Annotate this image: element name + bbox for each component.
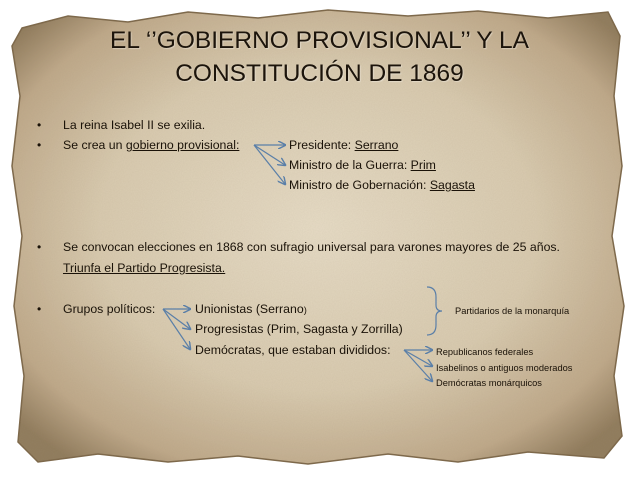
curly-brace <box>427 287 442 335</box>
title-line-2: CONSTITUCIÓN DE 1869 <box>175 60 464 87</box>
bullet-marker: • <box>37 118 42 132</box>
division-item: Demócratas monárquicos <box>436 378 542 388</box>
bullet-marker: • <box>37 302 42 316</box>
grupo-democratas: Demócratas, que estaban divididos: <box>195 343 391 357</box>
gobernacion-label: Ministro de Gobernación: <box>289 178 430 192</box>
partidarios-monarquia: Partidarios de la monarquía <box>455 306 570 316</box>
gobernacion-name: Sagasta <box>429 178 475 192</box>
title-line-1: EL ‘’GOBIERNO PROVISIONAL’’ Y LA <box>110 27 529 54</box>
bullet-grupos: Grupos políticos: <box>63 302 156 316</box>
gobierno-provisional-link: gobierno provisional: <box>125 138 240 152</box>
guerra-label: Ministro de la Guerra: <box>289 158 411 172</box>
arrow-democratas <box>163 309 190 349</box>
arrow-progresistas <box>163 309 190 329</box>
presidente-label: Presidente: <box>289 138 355 152</box>
unionistas-text: Unionistas (Serrano <box>195 302 304 316</box>
bullet-elecciones: Se convocan elecciones en 1868 con sufragio universal para varones mayores de 25 años. <box>63 240 560 254</box>
arrow-monarquicos <box>404 350 432 381</box>
arrow-guerra <box>254 145 285 165</box>
arrow-isabelinos <box>404 350 432 366</box>
division-item: Isabelinos o antiguos moderados <box>436 363 573 373</box>
guerra-name: Prim <box>410 158 436 172</box>
triunfa-progresista: Triunfa el Partido Progresista. <box>63 261 226 275</box>
bullet-exilio: La reina Isabel II se exilia. <box>63 118 206 132</box>
grupo-progresistas: Progresistas (Prim, Sagasta y Zorrilla) <box>195 322 403 336</box>
unionistas-close: ) <box>303 305 307 315</box>
division-item: Republicanos federales <box>436 347 534 357</box>
presidente-name: Serrano <box>354 138 399 152</box>
arrow-gobernacion <box>254 145 285 184</box>
bullet-marker: • <box>37 240 42 254</box>
bullet-marker: • <box>37 138 42 152</box>
bullet-gobierno-prefix: Se crea un <box>63 138 126 152</box>
